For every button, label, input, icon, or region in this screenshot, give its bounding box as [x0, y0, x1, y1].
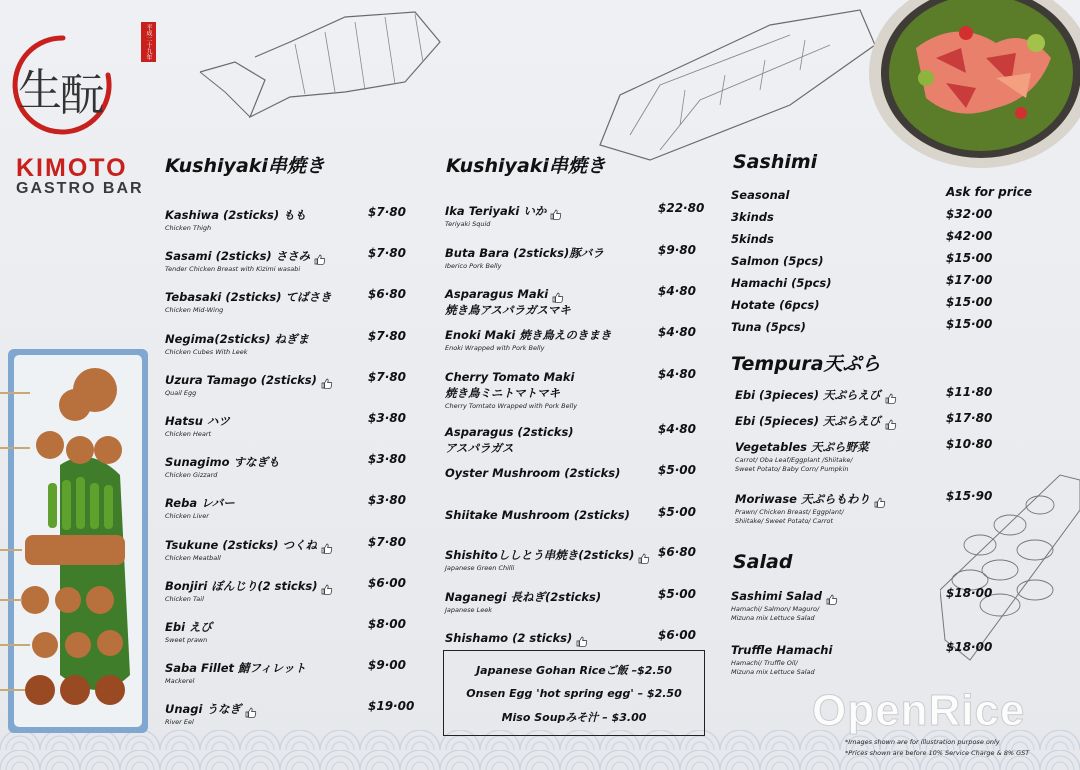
item-price: $6·00: [368, 575, 406, 590]
item-name-line: [445, 200, 562, 219]
item-name-line: [165, 328, 309, 347]
item-name: Bonjiri ぼんじり(2 sticks): [165, 578, 318, 593]
item-price: $4·80: [658, 325, 696, 339]
item-name-line: [165, 245, 326, 264]
side-dishes-box: [443, 650, 705, 736]
item-desc: Cherry Tomtato Wrapped with Pork Belly: [445, 402, 578, 410]
item-name: Ebi えび: [165, 620, 213, 634]
item-name-line: [731, 585, 838, 604]
item-price: $18·00: [946, 640, 993, 654]
item-desc: Chicken Tail: [165, 594, 204, 603]
menu-item: [165, 492, 235, 520]
item-name: Ika Teriyaki いか: [445, 204, 547, 218]
item-name: Cherry Tomato Maki: [445, 370, 575, 384]
item-name: Hotate (6pcs): [731, 298, 820, 312]
item-desc: Enoki Wrapped with Pork Belly: [445, 344, 545, 352]
menu-item: [445, 283, 571, 318]
item-price: $10·80: [946, 437, 993, 451]
item-name: Tebasaki (2sticks) てばさき: [165, 290, 332, 305]
item-price: $6·00: [658, 628, 696, 642]
item-name: Sashimi Salad: [731, 589, 822, 603]
item-name: Salmon (5pcs): [731, 254, 824, 268]
item-price: $4·80: [658, 422, 696, 436]
item-name-line: [165, 657, 306, 676]
menu-item: [735, 436, 868, 473]
item-price: $4·80: [658, 367, 696, 381]
sashimi-title: Sashimi: [733, 151, 818, 173]
item-desc-2: Mizuna mix Lettuce Salad: [731, 668, 815, 676]
item-desc: Carrot/ Oba Leaf/Eggplant /Shiitake/: [735, 456, 853, 464]
menu-item: [165, 575, 333, 603]
menu-item: [731, 639, 832, 676]
thumbs-up-icon: [321, 539, 333, 550]
menu-item: [445, 366, 577, 410]
sushi-sketch-icon: [590, 5, 880, 165]
menu-item: [165, 245, 326, 273]
item-price: $17·80: [946, 411, 993, 425]
item-name-line: [165, 616, 212, 635]
item-name-line: [731, 206, 774, 225]
menu-item: [731, 184, 789, 203]
item-desc: Sweet prawn: [165, 636, 208, 644]
menu-item: [165, 204, 306, 232]
item-name: Tsukune (2sticks) つくね: [165, 537, 317, 552]
item-price: $7·80: [368, 369, 406, 384]
side-dish-gohan: Japanese Gohan Riceご飯 –$2.50: [476, 664, 672, 677]
item-desc: Tender Chicken Breast with Kizimi wasabi: [165, 265, 301, 274]
item-name: Uzura Tamago (2sticks): [165, 372, 317, 387]
item-name-line: [445, 462, 620, 481]
item-price: $5·00: [658, 463, 696, 477]
thumbs-up-icon: [885, 389, 897, 400]
item-name-line: [735, 410, 897, 429]
item-name-line: [731, 294, 820, 313]
item-price: $3·80: [368, 411, 406, 425]
menu-item: [165, 286, 331, 314]
svg-text:酛: 酛: [60, 70, 104, 121]
item-name-line: [445, 504, 630, 523]
thumbs-up-icon: [321, 374, 333, 385]
item-name-line: [165, 698, 257, 717]
item-name: Hamachi (5pcs): [731, 276, 832, 290]
item-name-line: [445, 242, 604, 261]
item-desc: Japanese Leek: [445, 606, 492, 614]
brand-logo: [8, 10, 158, 197]
item-price: $5·00: [658, 505, 696, 519]
item-desc: Teriyaki Squid: [445, 220, 491, 228]
side-dish-miso-soup: Miso Soupみそ汁 – $3.00: [501, 711, 647, 724]
item-name: Ebi (3pieces) 天ぷらえび: [735, 388, 881, 402]
item-name: Reba レバー: [165, 496, 235, 511]
menu-item: [445, 586, 601, 614]
item-price: $17·00: [946, 273, 993, 287]
item-price: $18·00: [946, 586, 993, 600]
item-name-line: [445, 586, 601, 605]
brand-subtitle: GASTRO BAR: [16, 180, 144, 197]
menu-item: [445, 324, 611, 352]
item-name: Ebi (5pieces) 天ぷらえび: [735, 414, 881, 428]
thumbs-up-icon: [550, 205, 562, 216]
side-dish-onsen-egg: Onsen Egg 'hot spring egg' – $2.50: [466, 687, 682, 700]
item-name: Enoki Maki 焼き鳥えのきまき: [445, 328, 612, 342]
item-name-line: [165, 410, 230, 429]
item-name: Shiitake Mushroom (2sticks): [445, 508, 630, 522]
item-name-line: [165, 492, 235, 511]
menu-item: [731, 250, 823, 269]
menu-item: [445, 544, 650, 572]
item-name: Unagi うなぎ: [165, 702, 241, 717]
note-images: *Images shown are for illustration purpose only: [845, 738, 1000, 746]
item-desc-2: Mizuna mix Lettuce Salad: [731, 614, 815, 622]
item-name-line: [731, 272, 832, 291]
salad-photo: [866, 0, 1080, 178]
menu-item: [735, 384, 897, 403]
item-name-line: [445, 366, 577, 385]
item-price: $5·00: [658, 587, 696, 601]
menu-item: [731, 585, 838, 622]
menu-item: [731, 206, 774, 225]
item-name: Asparagus (2sticks): [445, 425, 574, 439]
menu-item: [445, 504, 630, 523]
menu-item: [445, 421, 574, 456]
menu-item: [731, 294, 820, 313]
item-price: $22·80: [658, 201, 705, 215]
thumbs-up-icon: [552, 288, 564, 299]
item-name: Shishamo (2 sticks): [445, 631, 573, 645]
menu-item: [165, 451, 279, 479]
item-name: Sasami (2sticks) ささみ: [165, 249, 311, 264]
item-name-line: [735, 384, 897, 403]
item-name-line: [445, 283, 571, 302]
item-name: Tuna (5pcs): [731, 320, 806, 334]
item-name: Vegetables 天ぷら野菜: [735, 440, 869, 454]
item-name-line: [165, 204, 306, 223]
item-desc: Chicken Heart: [165, 430, 212, 438]
item-name: 3kinds: [731, 210, 774, 224]
item-name-line: [731, 316, 806, 335]
menu-item: [731, 316, 806, 335]
item-price: $19·00: [368, 699, 415, 714]
date-stamp: 平成二十九年: [141, 22, 156, 62]
menu-item: [731, 272, 832, 291]
item-desc: Iberico Pork Belly: [445, 262, 502, 270]
thumbs-up-icon: [826, 590, 838, 601]
item-desc: Quail Egg: [165, 388, 197, 397]
item-price: $4·80: [658, 284, 696, 298]
thumbs-up-icon: [576, 632, 588, 643]
item-name-line: [731, 184, 789, 203]
item-name-line: [731, 228, 774, 247]
item-name: Kashiwa (2sticks) もも: [165, 208, 307, 222]
item-price: $8·00: [368, 617, 406, 631]
menu-item: [445, 627, 588, 646]
item-price: $7·80: [368, 205, 406, 219]
item-desc: Japanese Green Chilli: [445, 564, 515, 572]
menu-item: [165, 410, 230, 438]
item-name: Saba Fillet 鯖フィレット: [165, 661, 306, 676]
menu-item: [731, 228, 774, 247]
menu-item: [445, 462, 620, 481]
item-price: $6·80: [658, 545, 696, 559]
item-name: Hatsu ハツ: [165, 414, 230, 428]
item-name: Moriwase 天ぷらもわり: [735, 492, 870, 506]
menu-item: [735, 410, 897, 429]
item-name-line: [165, 575, 333, 594]
item-name-line: [735, 436, 868, 455]
item-desc: Chicken Cubes With Leek: [165, 347, 248, 356]
item-price: $9·00: [368, 658, 406, 673]
item-price: $15·00: [946, 317, 993, 331]
svg-text:生: 生: [18, 65, 62, 116]
item-price: $3·80: [368, 452, 406, 467]
item-name: Asparagus Maki: [445, 287, 549, 301]
item-desc-2: Shiitake/ Sweet Potato/ Carrot: [735, 517, 834, 525]
item-name: 5kinds: [731, 232, 774, 246]
menu-item: [165, 698, 257, 726]
item-name: Truffle Hamachi: [731, 643, 833, 657]
note-prices: *Prices shown are before 10% Service Charge & 8% GST: [845, 749, 1030, 757]
thumbs-up-icon: [874, 493, 886, 504]
openrice-watermark: OpenRice: [812, 686, 1026, 735]
skewers-photo: [0, 345, 152, 737]
thumbs-up-icon: [885, 415, 897, 426]
item-name-line: [731, 250, 823, 269]
item-desc: River Eel: [165, 718, 194, 727]
item-name: Negima(2sticks) ねぎま: [165, 331, 309, 346]
item-name-line: [445, 627, 588, 646]
item-name-line: [735, 488, 886, 507]
item-name-line: [445, 324, 611, 343]
item-price: $15·00: [946, 251, 993, 265]
menu-item: [165, 328, 309, 356]
menu-item: [735, 488, 886, 525]
item-desc: Prawn/ Chicken Breast/ Eggplant/: [735, 508, 844, 516]
item-desc: Chicken Mid-Wing: [165, 306, 224, 315]
item-price: $7·80: [368, 246, 406, 261]
thumbs-up-icon: [314, 250, 326, 261]
item-price: $7·80: [368, 534, 406, 549]
item-price: $11·80: [946, 385, 993, 399]
item-price: Ask for price: [946, 185, 1033, 199]
item-name-jp: 焼き鳥アスパラガスマキ: [445, 303, 571, 317]
item-price: $6·80: [368, 287, 406, 302]
item-name: Seasonal: [731, 188, 790, 202]
kushiyaki-title-1: Kushiyaki串焼き: [165, 155, 325, 177]
thumbs-up-icon: [245, 703, 257, 714]
item-price: $32·00: [946, 207, 993, 221]
item-desc-2: Sweet Potato/ Baby Corn/ Pumpkin: [735, 465, 849, 473]
item-name-line: [731, 639, 832, 658]
item-name-jp: アスパラガス: [445, 441, 514, 455]
item-name: Buta Bara (2sticks)豚バラ: [445, 246, 604, 260]
item-name-line: [445, 544, 650, 563]
item-desc: Chicken Gizzard: [165, 471, 218, 480]
tempura-title: Tempura天ぷら: [731, 353, 881, 375]
item-name-line: [445, 421, 574, 440]
item-price: $15·90: [946, 489, 993, 503]
item-desc: Mackerel: [165, 677, 195, 686]
item-price: $42·00: [946, 229, 993, 243]
item-name: Oyster Mushroom (2sticks): [445, 466, 621, 480]
item-desc: Chicken Meatball: [165, 553, 221, 562]
kushiyaki-title-2: Kushiyaki串焼き: [446, 155, 606, 177]
menu-item: [445, 200, 562, 228]
menu-item: [445, 242, 604, 270]
logo-seal-icon: [8, 30, 118, 140]
item-desc: Hamachi/ Truffle Oil/: [731, 659, 798, 667]
thumbs-up-icon: [321, 580, 333, 591]
item-desc: Hamachi/ Salmon/ Maguro/: [731, 605, 820, 613]
item-price: $7·80: [368, 328, 406, 343]
item-desc: Chicken Thigh: [165, 224, 212, 232]
item-name-line: [165, 534, 333, 553]
item-name: Shishitoししとう串焼き(2sticks): [445, 548, 635, 562]
item-price: $9·80: [658, 243, 696, 257]
item-name-jp: 焼き鳥ミニトマトマキ: [445, 386, 560, 400]
item-name: Sunagimo すなぎも: [165, 455, 280, 470]
menu-item: [165, 616, 212, 644]
item-name: Naganegi 長ねぎ(2sticks): [445, 590, 602, 604]
item-price: $15·00: [946, 295, 993, 309]
menu-item: [165, 657, 306, 685]
salad-title: Salad: [733, 551, 793, 573]
thumbs-up-icon: [638, 549, 650, 560]
item-name-line: [165, 369, 333, 388]
item-price: $3·80: [368, 493, 406, 508]
menu-item: [165, 369, 333, 397]
item-name-line: [165, 451, 279, 470]
item-name-line: [165, 286, 331, 305]
brand-name: KIMOTO: [16, 154, 128, 182]
menu-item: [165, 534, 333, 562]
shrimp-sketch-icon: [195, 2, 445, 122]
item-desc: Chicken Liver: [165, 512, 209, 521]
